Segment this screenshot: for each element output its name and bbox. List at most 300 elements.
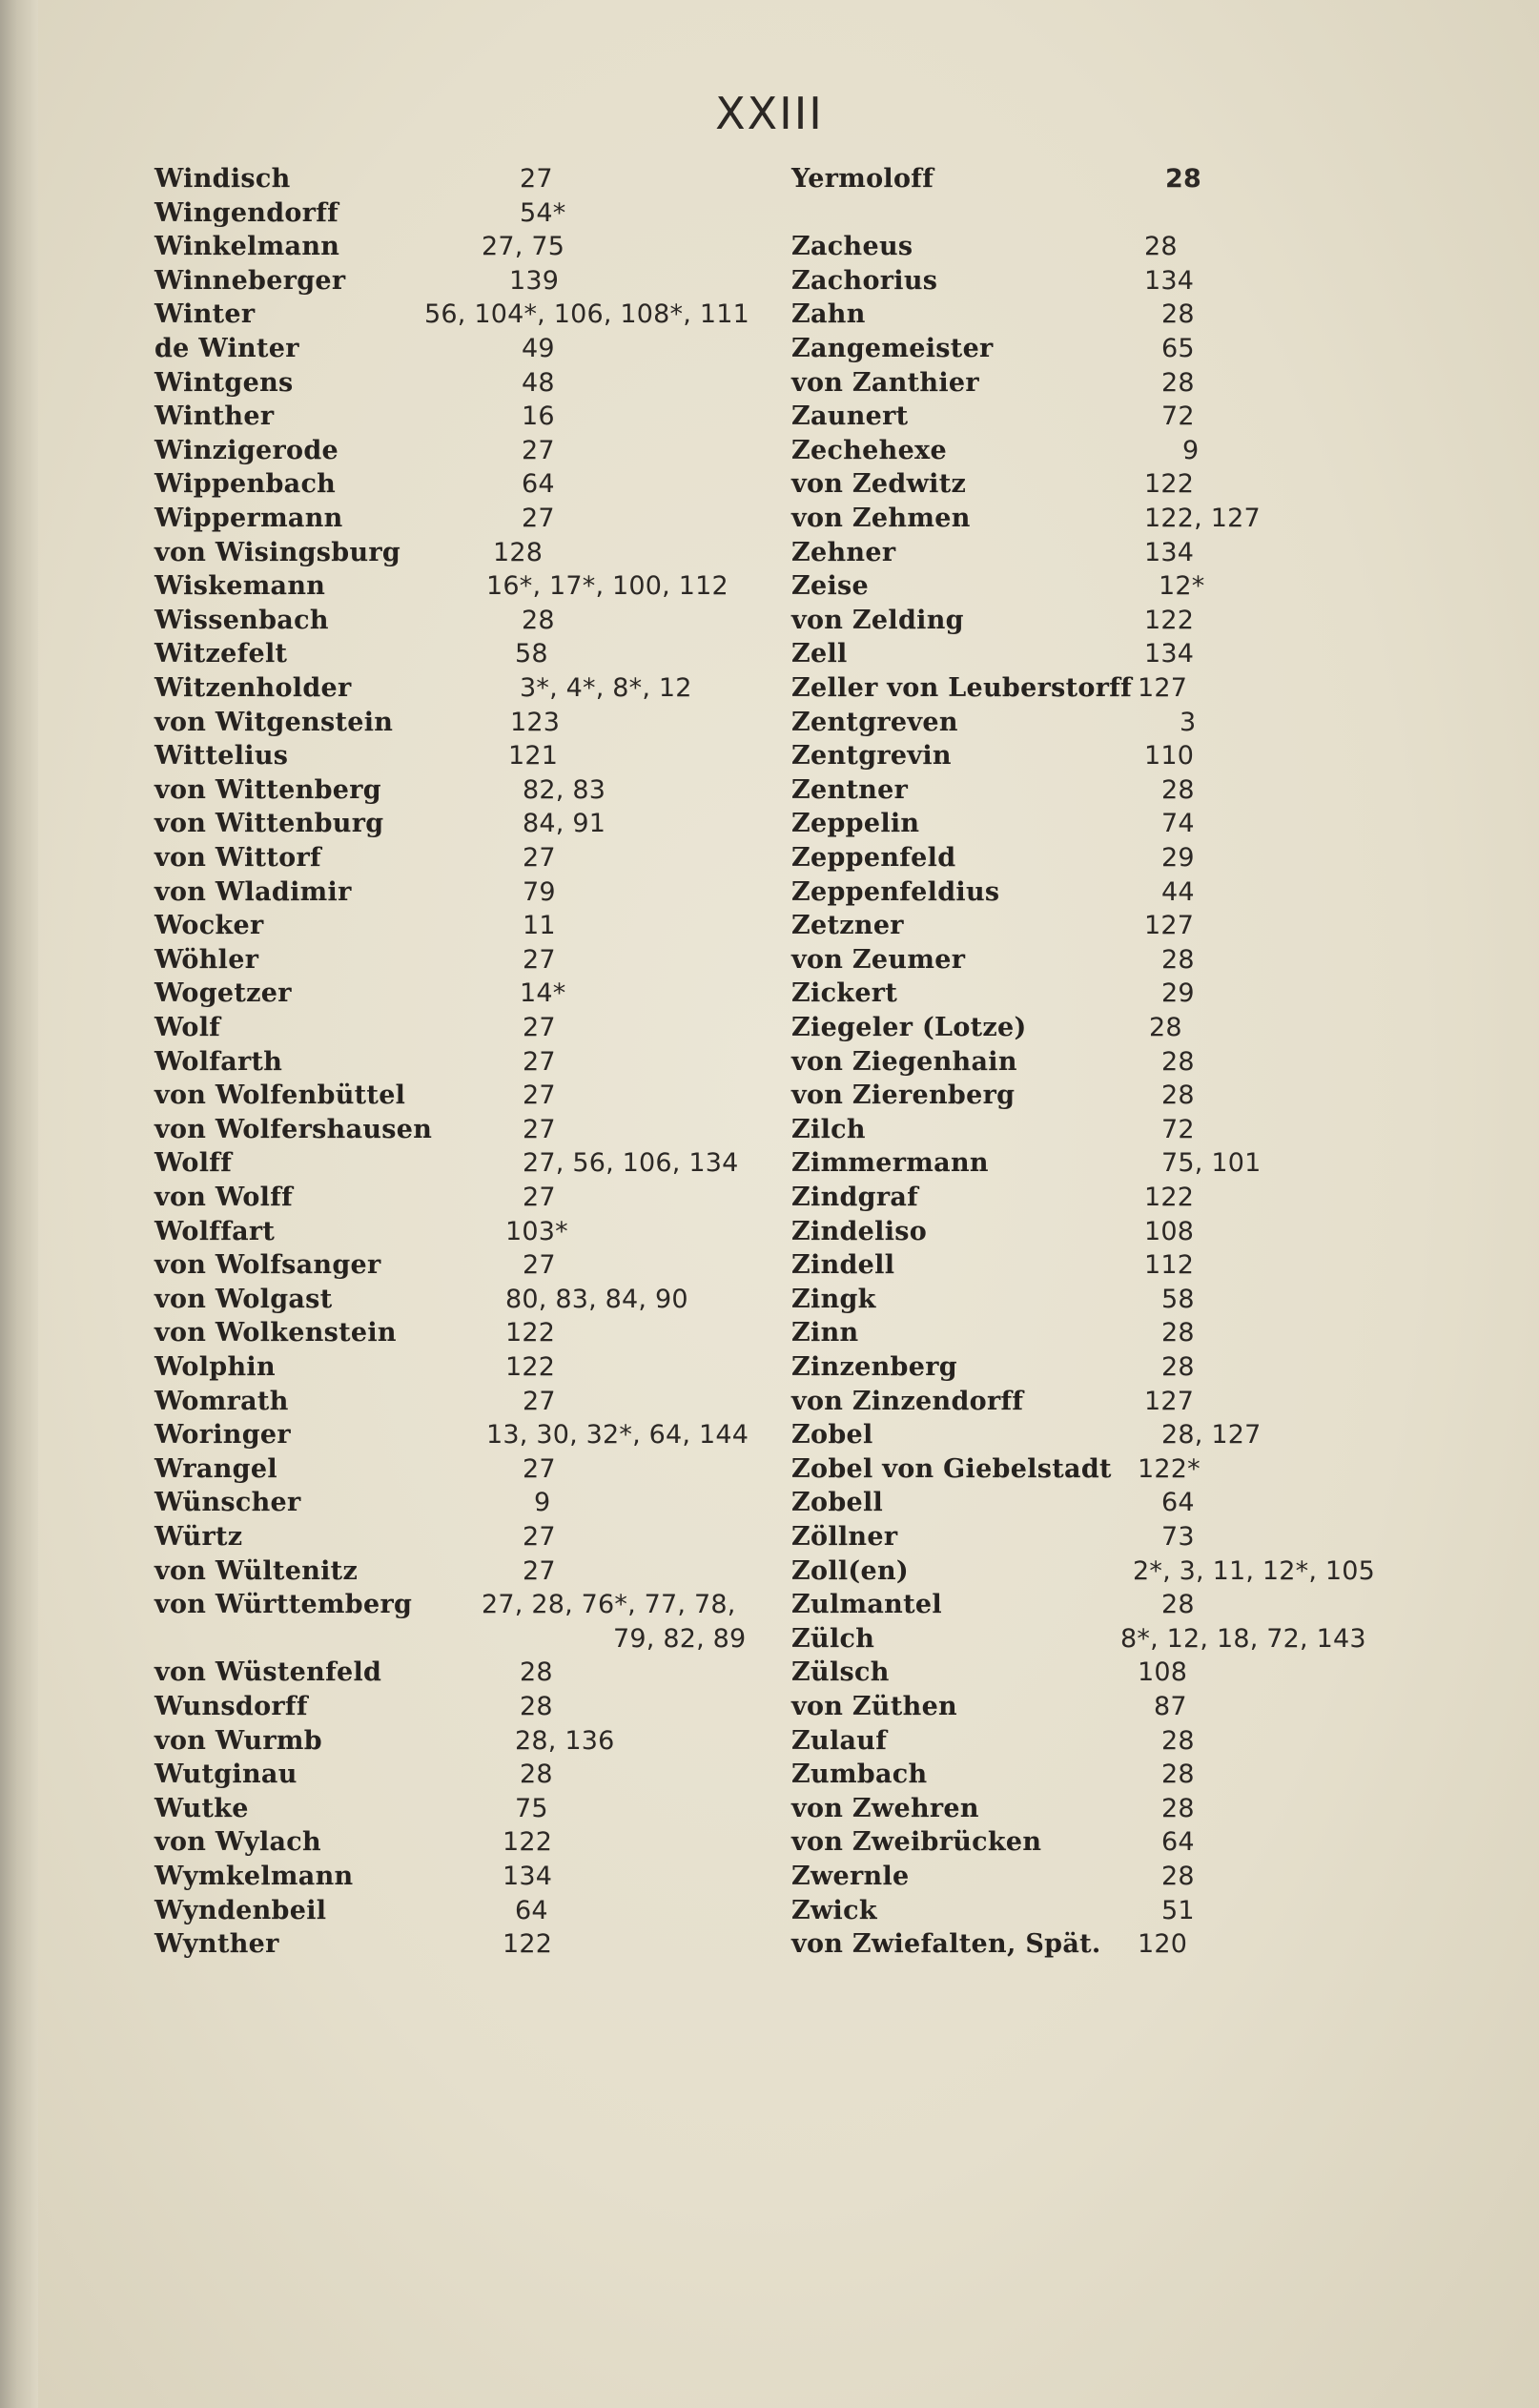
index-entry — [154, 1690, 765, 1724]
entry-name: Zulmantel — [791, 1590, 942, 1620]
index-entry — [154, 875, 765, 910]
entry-name: von Wültenitz — [154, 1555, 359, 1586]
index-entry — [791, 807, 1411, 841]
entry-name: Wippenbach — [154, 469, 337, 500]
entry-pages: 122 — [505, 1352, 556, 1382]
entry-name: Zobel von Giebelstadt — [791, 1453, 1112, 1484]
index-entry — [791, 1113, 1411, 1147]
entry-name: Winther — [154, 401, 275, 432]
entry-pages: 3*, 4*, 8*, 12 — [520, 673, 692, 703]
index-entry — [791, 1316, 1411, 1350]
index-entry — [154, 1860, 765, 1894]
entry-pages: 28 — [522, 605, 555, 635]
entry-name: von Witgenstein — [154, 707, 394, 737]
entry-name: Ziegeler (Lotze) — [791, 1013, 1027, 1042]
entry-pages: 56, 104*, 106, 108*, 111 — [424, 299, 749, 330]
index-entry — [791, 1283, 1411, 1317]
index-entry — [791, 1486, 1411, 1520]
index-entry — [154, 739, 765, 773]
entry-name: Winkelmann — [154, 232, 340, 262]
index-entry — [154, 1316, 765, 1350]
entry-pages: 134 — [503, 1862, 553, 1891]
entry-pages: 28 — [1161, 944, 1195, 975]
entry-pages: 27 — [523, 1013, 556, 1042]
entry-pages: 16*, 17*, 100, 112 — [486, 571, 728, 602]
index-entry — [791, 1146, 1411, 1181]
entry-pages: 64 — [1161, 1488, 1195, 1518]
index-entry — [791, 604, 1411, 638]
entry-pages: 27 — [520, 164, 553, 194]
index-entry — [154, 1011, 765, 1045]
entry-pages: 27 — [523, 1522, 556, 1552]
entry-name: Wissenbach — [154, 605, 329, 635]
index-entry — [791, 1011, 1411, 1045]
entry-pages: 8*, 12, 18, 72, 143 — [1120, 1623, 1366, 1654]
entry-name: Wutginau — [154, 1760, 298, 1790]
entry-name: von Wittorf — [154, 843, 321, 873]
entry-pages: 28 — [1161, 774, 1195, 805]
entry-name: Zeppenfeld — [791, 843, 956, 873]
entry-name: Zinn — [791, 1318, 859, 1348]
entry-pages: 27 — [523, 1386, 556, 1416]
entry-pages: 122 — [1144, 469, 1195, 500]
entry-name: Zell — [791, 639, 848, 669]
index-entry — [791, 1181, 1411, 1215]
index-entry — [791, 1452, 1411, 1487]
index-entry — [791, 943, 1411, 978]
index-entry — [791, 1724, 1411, 1759]
entry-name: Wolffart — [154, 1216, 276, 1246]
page-number: XXIII — [715, 88, 824, 139]
index-entry — [791, 706, 1411, 740]
entry-pages: 75, 101 — [1161, 1148, 1262, 1179]
entry-pages: 27 — [522, 504, 555, 533]
entry-pages: 74 — [1161, 809, 1195, 839]
entry-pages: 64 — [522, 469, 555, 500]
entry-pages: 27 — [523, 1250, 556, 1281]
index-entry — [154, 706, 765, 740]
entry-pages: 11 — [523, 911, 556, 941]
entry-pages: 13, 30, 32*, 64, 144 — [486, 1420, 749, 1451]
entry-pages: 28 — [1165, 164, 1201, 194]
entry-name: Witzefelt — [154, 639, 288, 669]
entry-pages: 44 — [1161, 876, 1195, 907]
entry-name: Wippermann — [154, 504, 343, 533]
entry-name: Zentgrevin — [791, 741, 952, 772]
entry-pages: 29 — [1161, 843, 1195, 873]
entry-name: von Wüstenfeld — [154, 1657, 382, 1688]
entry-name: Zulauf — [791, 1725, 888, 1756]
entry-pages: 27 — [523, 1183, 556, 1212]
entry-name: Zahn — [791, 299, 866, 330]
entry-pages: 27 — [523, 1114, 556, 1144]
index-entry — [154, 1215, 765, 1249]
index-entry — [154, 1146, 765, 1181]
entry-pages: 3 — [1180, 707, 1197, 737]
entry-name: Zülsch — [791, 1657, 890, 1688]
entry-pages: 122* — [1138, 1453, 1200, 1484]
entry-name: Zimmermann — [791, 1148, 989, 1179]
entry-pages: 72 — [1161, 1114, 1195, 1144]
index-entry — [154, 502, 765, 536]
entry-name: von Wolgast — [154, 1284, 333, 1314]
entry-pages: 9 — [534, 1488, 551, 1518]
index-entry — [791, 1860, 1411, 1894]
entry-name: Wolf — [154, 1013, 221, 1042]
entry-name: Zickert — [791, 978, 898, 1009]
entry-name: Zindgraf — [791, 1183, 919, 1212]
index-entry — [791, 671, 1411, 706]
index-entry — [154, 332, 765, 366]
entry-pages: 122 — [505, 1318, 556, 1348]
entry-pages: 112 — [1144, 1250, 1195, 1281]
entry-name: Zobel — [791, 1420, 873, 1451]
entry-name: Wyndenbeil — [154, 1895, 327, 1925]
index-entry — [791, 637, 1411, 671]
entry-pages: 28 — [1161, 1590, 1195, 1620]
index-entry — [791, 400, 1411, 434]
entry-name: Wunsdorff — [154, 1692, 308, 1721]
entry-pages: 27 — [522, 435, 555, 465]
entry-pages: 28, 127 — [1161, 1420, 1262, 1451]
index-entry — [154, 1418, 765, 1452]
index-entry — [154, 230, 765, 264]
entry-name: Wingendorff — [154, 197, 339, 228]
entry-name: von Züthen — [791, 1692, 957, 1721]
index-entry — [791, 1045, 1411, 1080]
entry-pages: 28 — [1161, 1725, 1195, 1756]
entry-name: Wynther — [154, 1929, 279, 1960]
index-entry — [791, 977, 1411, 1011]
entry-pages: 58 — [1161, 1284, 1195, 1314]
index-entry — [791, 1927, 1411, 1962]
index-entry — [791, 1079, 1411, 1113]
entry-name: von Wolkenstein — [154, 1318, 397, 1348]
entry-pages: 27, 75 — [482, 232, 565, 262]
index-entry — [154, 637, 765, 671]
entry-name: von Wolfsanger — [154, 1250, 381, 1281]
entry-name: von Zelding — [791, 605, 964, 635]
index-entry — [791, 1520, 1411, 1554]
entry-pages: 27 — [523, 1046, 556, 1077]
index-entry — [154, 1486, 765, 1520]
index-entry — [154, 977, 765, 1011]
entry-name: Zindeliso — [791, 1216, 928, 1246]
entry-pages: 127 — [1144, 911, 1195, 941]
index-entry — [154, 298, 765, 332]
entry-pages: 80, 83, 84, 90 — [505, 1284, 688, 1314]
entry-pages: 65 — [1161, 334, 1195, 363]
entry-pages: 28 — [520, 1760, 553, 1790]
entry-name: von Zeumer — [791, 944, 966, 975]
index-entry — [154, 671, 765, 706]
index-entry — [154, 1554, 765, 1589]
entry-pages: 27 — [523, 1453, 556, 1484]
entry-pages: 12* — [1159, 571, 1205, 602]
page-binding-edge — [0, 0, 38, 2408]
entry-pages: 110 — [1144, 741, 1195, 772]
entry-name: Wintgens — [154, 367, 294, 398]
entry-name: Zwernle — [791, 1862, 910, 1891]
entry-name: Wrangel — [154, 1453, 277, 1484]
index-entry — [154, 1113, 765, 1147]
index-entry — [791, 1792, 1411, 1826]
index-entry — [154, 1283, 765, 1317]
index-entry — [154, 1927, 765, 1962]
index-entry — [154, 1248, 765, 1283]
entry-pages: 123 — [510, 707, 561, 737]
entry-pages: 28 — [1161, 1760, 1195, 1790]
entry-name: Zeppenfeldius — [791, 876, 1000, 907]
index-entry — [791, 1248, 1411, 1283]
entry-name: Wolff — [154, 1148, 233, 1179]
entry-pages: 128 — [493, 537, 544, 567]
index-entry — [154, 434, 765, 468]
index-entry — [791, 1554, 1411, 1589]
entry-pages: 29 — [1161, 978, 1195, 1009]
entry-pages: 121 — [508, 741, 559, 772]
index-entry — [154, 1045, 765, 1080]
index-entry — [791, 298, 1411, 332]
entry-name: von Zehmen — [791, 504, 971, 533]
index-entry — [154, 1792, 765, 1826]
entry-pages: 51 — [1161, 1895, 1195, 1925]
entry-name: von Zedwitz — [791, 469, 967, 500]
entry-name: Zentgreven — [791, 707, 958, 737]
entry-pages: 28 — [1161, 1793, 1195, 1823]
index-entry — [791, 1894, 1411, 1928]
entry-pages: 27 — [523, 944, 556, 975]
entry-name: Zumbach — [791, 1760, 928, 1790]
entry-name: von Wladimir — [154, 876, 352, 907]
entry-name: von Württemberg — [154, 1590, 413, 1620]
entry-pages: 28 — [1161, 1081, 1195, 1111]
entry-pages: 28 — [1161, 1318, 1195, 1348]
index-entry — [791, 1215, 1411, 1249]
entry-name: Wiskemann — [154, 571, 326, 602]
entry-pages: 27 — [523, 843, 556, 873]
index-entry — [791, 1825, 1411, 1860]
index-entry — [791, 1418, 1411, 1452]
index-entry — [791, 332, 1411, 366]
entry-name: de Winter — [154, 334, 299, 363]
entry-pages: 16 — [522, 401, 555, 432]
entry-name: von Zanthier — [791, 367, 979, 398]
entry-pages: 122 — [503, 1827, 553, 1858]
entry-pages: 28 — [1161, 1862, 1195, 1891]
index-entry — [154, 196, 765, 231]
index-entry — [154, 1452, 765, 1487]
entry-pages: 87 — [1154, 1692, 1187, 1721]
entry-pages: 14* — [520, 978, 566, 1009]
entry-pages: 122 — [503, 1929, 553, 1960]
entry-name: Wocker — [154, 911, 264, 941]
index-entry — [791, 366, 1411, 401]
entry-pages: 75 — [515, 1793, 548, 1823]
entry-name: Zülch — [791, 1623, 875, 1654]
entry-name: Zechehexe — [791, 435, 947, 465]
entry-name: Zetzner — [791, 911, 904, 941]
entry-pages: 64 — [1161, 1827, 1195, 1858]
index-entry — [791, 569, 1411, 604]
index-entry — [791, 264, 1411, 298]
entry-name: Zwick — [791, 1895, 877, 1925]
entry-pages: 28 — [1149, 1013, 1182, 1042]
entry-name: von Ziegenhain — [791, 1046, 1017, 1077]
index-entry — [154, 366, 765, 401]
entry-pages: 103* — [505, 1216, 568, 1246]
entry-name: Wittelius — [154, 741, 289, 772]
index-entry — [154, 1656, 765, 1690]
entry-name: von Wittenberg — [154, 774, 381, 805]
entry-pages: 9 — [1182, 435, 1200, 465]
index-entry — [154, 604, 765, 638]
index-entry — [791, 909, 1411, 943]
entry-pages: 79 — [523, 876, 556, 907]
entry-name: Zentner — [791, 774, 909, 805]
entry-pages: 28 — [1161, 1352, 1195, 1382]
index-entry — [154, 536, 765, 570]
index-entry — [154, 841, 765, 875]
entry-name: Wutke — [154, 1793, 249, 1823]
entry-pages: 48 — [522, 367, 555, 398]
index-entry — [791, 1656, 1411, 1690]
index-entry — [791, 1350, 1411, 1385]
entry-pages: 134 — [1144, 265, 1195, 296]
entry-name: von Wisingsburg — [154, 537, 401, 567]
entry-name: von Wolff — [154, 1183, 294, 1212]
entry-pages: 27 — [523, 1081, 556, 1111]
entry-name: Zeppelin — [791, 809, 920, 839]
entry-pages-continued: 79, 82, 89 — [613, 1623, 747, 1654]
entry-name: Zaunert — [791, 401, 909, 432]
index-entry — [154, 807, 765, 841]
entry-pages: 28, 136 — [515, 1725, 615, 1756]
entry-pages: 27, 56, 106, 134 — [523, 1148, 739, 1179]
entry-name: Zacheus — [791, 232, 913, 262]
entry-name: von Wurmb — [154, 1725, 322, 1756]
index-entry — [791, 773, 1411, 808]
entry-name: von Wolfenbüttel — [154, 1081, 406, 1111]
entry-name: Winneberger — [154, 265, 346, 296]
entry-pages: 28 — [1144, 232, 1178, 262]
entry-pages: 84, 91 — [523, 809, 606, 839]
index-entry — [154, 1825, 765, 1860]
entry-name: Zeller von Leuberstorff — [791, 673, 1133, 703]
entry-name: Wymkelmann — [154, 1862, 354, 1891]
entry-name: Winzigerode — [154, 435, 339, 465]
entry-name: Zindell — [791, 1250, 895, 1281]
index-entry — [791, 162, 1411, 196]
index-entry — [154, 1385, 765, 1419]
entry-name: Zöllner — [791, 1522, 898, 1552]
entry-name: Wogetzer — [154, 978, 292, 1009]
index-entry-continuation — [154, 1622, 765, 1657]
entry-pages: 72 — [1161, 401, 1195, 432]
index-entry — [154, 1079, 765, 1113]
index-entry — [154, 467, 765, 502]
index-entry — [154, 569, 765, 604]
entry-pages: 27 — [523, 1555, 556, 1586]
entry-pages: 108 — [1144, 1216, 1195, 1246]
index-entry — [791, 434, 1411, 468]
entry-name: Wünscher — [154, 1488, 301, 1518]
entry-name: Zeise — [791, 571, 870, 602]
entry-pages: 49 — [522, 334, 555, 363]
entry-pages: 28 — [1161, 367, 1195, 398]
entry-name: Zobell — [791, 1488, 884, 1518]
entry-name: von Zwehren — [791, 1793, 979, 1823]
entry-pages: 134 — [1144, 639, 1195, 669]
entry-name: von Wylach — [154, 1827, 321, 1858]
entry-pages: 82, 83 — [523, 774, 606, 805]
index-entry — [791, 841, 1411, 875]
entry-name: von Zierenberg — [791, 1081, 1016, 1111]
entry-name: von Zinzendorff — [791, 1386, 1024, 1416]
entry-name: Witzenholder — [154, 673, 352, 703]
entry-pages: 2*, 3, 11, 12*, 105 — [1133, 1555, 1376, 1586]
index-entry — [154, 1181, 765, 1215]
entry-pages: 134 — [1144, 537, 1195, 567]
index-entry — [154, 1724, 765, 1759]
index-entry — [791, 1588, 1411, 1622]
entry-name: Zingk — [791, 1284, 876, 1314]
index-entry — [154, 1894, 765, 1928]
index-entry — [154, 400, 765, 434]
entry-pages: 120 — [1138, 1929, 1188, 1960]
index-entry — [791, 502, 1411, 536]
entry-pages: 73 — [1161, 1522, 1195, 1552]
index-entry — [154, 162, 765, 196]
index-entry — [791, 467, 1411, 502]
index-entry — [791, 536, 1411, 570]
entry-pages: 64 — [515, 1895, 548, 1925]
entry-name: Woringer — [154, 1420, 291, 1451]
entry-name: Womrath — [154, 1386, 289, 1416]
entry-name: von Zweibrücken — [791, 1827, 1042, 1858]
entry-pages: 122 — [1144, 1183, 1195, 1212]
index-entry — [154, 943, 765, 978]
index-entry — [791, 739, 1411, 773]
entry-pages: 27, 28, 76*, 77, 78, — [482, 1590, 736, 1620]
entry-name: von Wolfershausen — [154, 1114, 433, 1144]
entry-name: von Zwiefalten, Spät. — [791, 1929, 1101, 1960]
entry-pages: 28 — [520, 1692, 553, 1721]
entry-name: Windisch — [154, 164, 291, 194]
entry-pages: 139 — [509, 265, 560, 296]
index-entry — [791, 230, 1411, 264]
entry-name: Zachorius — [791, 265, 938, 296]
entry-name: von Wittenburg — [154, 809, 384, 839]
index-entry — [154, 1520, 765, 1554]
index-entry — [154, 773, 765, 808]
index-entry — [154, 264, 765, 298]
index-entry — [791, 1758, 1411, 1792]
index-entry — [154, 1350, 765, 1385]
index-entry — [791, 875, 1411, 910]
entry-name: Wolphin — [154, 1352, 276, 1382]
index-entry — [791, 1622, 1411, 1657]
entry-pages: 28 — [1161, 299, 1195, 330]
entry-pages: 122, 127 — [1144, 504, 1261, 533]
entry-pages: 54* — [520, 197, 566, 228]
entry-name: Wolfarth — [154, 1046, 283, 1077]
entry-name: Winter — [154, 299, 256, 330]
entry-name: Zehner — [791, 537, 896, 567]
entry-name: Zoll(en) — [791, 1555, 909, 1586]
index-entry — [154, 1588, 765, 1622]
entry-pages: 58 — [515, 639, 548, 669]
